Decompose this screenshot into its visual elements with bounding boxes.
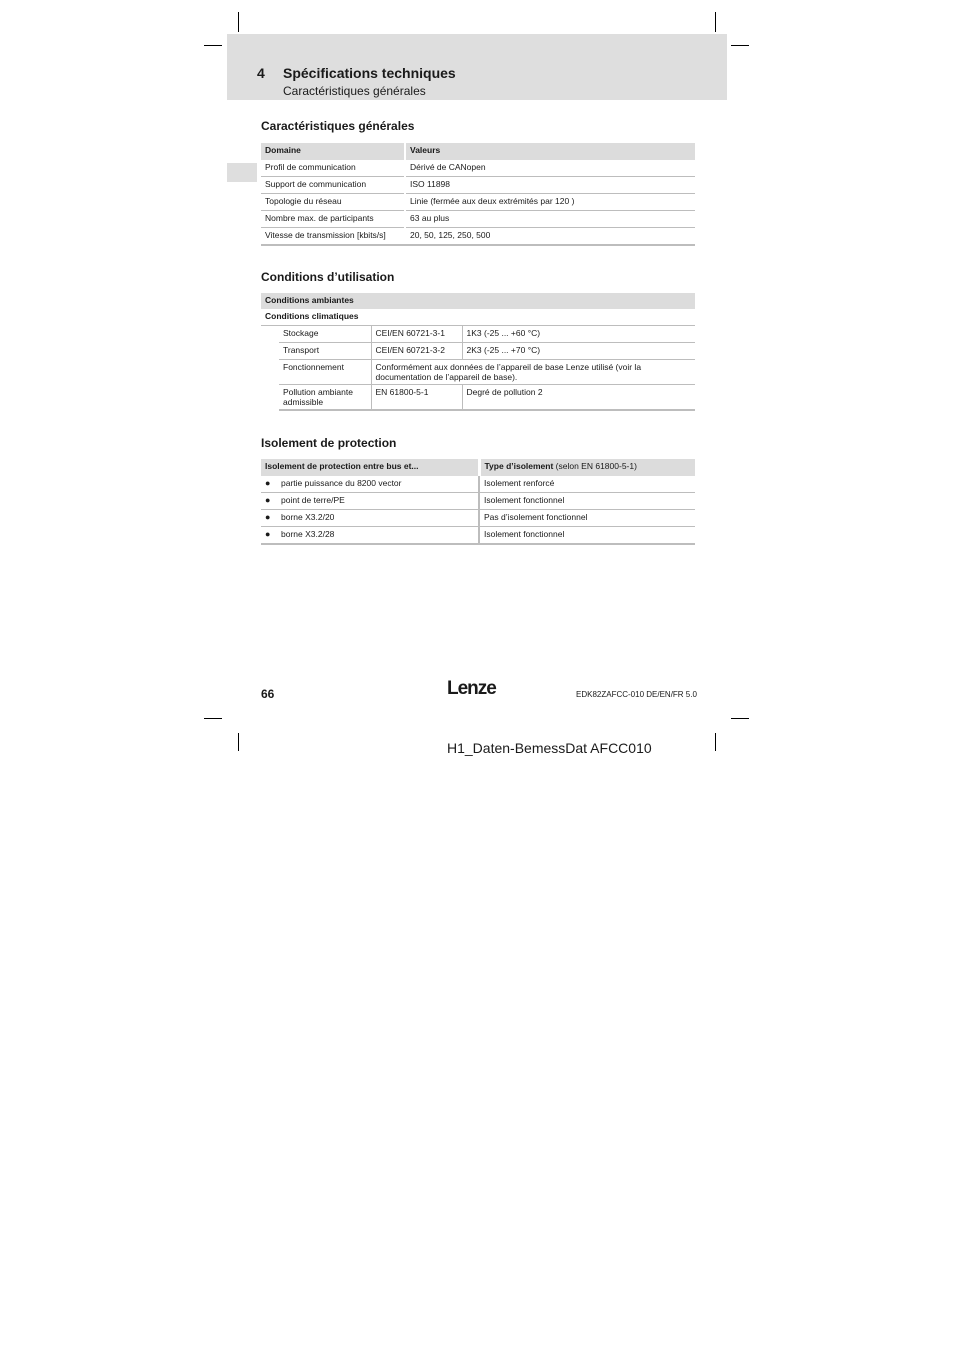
cell-domain: Topologie du réseau [261, 194, 405, 211]
table-row [261, 194, 695, 211]
table-row [261, 510, 695, 527]
crop-mark [204, 45, 222, 46]
bullet-icon: ● [265, 512, 271, 522]
general-heading: Caractéristiques générales [261, 119, 415, 133]
crop-mark [238, 12, 239, 32]
indent-spacer [261, 385, 279, 411]
cell-interface [261, 527, 479, 545]
isolation-table [261, 459, 695, 545]
bullet-icon: ● [265, 478, 271, 488]
cell-value: Linie (fermée aux deux extrémités par 120 ) [405, 194, 695, 211]
cell-class: 2K3 (-25 ... +70 °C) [462, 343, 695, 360]
crop-mark [731, 718, 749, 719]
crop-mark [731, 45, 749, 46]
table-row [261, 476, 695, 493]
cell-condition: Pollution ambiante admissible [279, 385, 371, 411]
isolation-heading: Isolement de protection [261, 436, 397, 450]
column-header: Isolement de protection entre bus et... [261, 459, 479, 476]
chapter-title: Spécifications techniques [283, 65, 456, 81]
cell-condition: Fonctionnement [279, 360, 371, 385]
side-tab-marker [227, 163, 257, 182]
page-number: 66 [261, 687, 275, 701]
document-code: EDK82ZAFCC-010 DE/EN/FR 5.0 [576, 690, 697, 699]
cell-interface-label: borne X3.2/20 [281, 512, 335, 522]
column-header: Domaine [261, 143, 405, 160]
table-row [261, 160, 695, 177]
indent-spacer [261, 326, 279, 343]
cell-standard: CEI/EN 60721-3-1 [371, 326, 462, 343]
column-header: Valeurs [405, 143, 695, 160]
subsection-row [261, 309, 695, 326]
general-table [261, 143, 695, 246]
cell-domain: Profil de communication [261, 160, 405, 177]
conditions-heading: Conditions d’utilisation [261, 270, 395, 284]
crop-mark [204, 718, 222, 719]
cell-value: 20, 50, 125, 250, 500 [405, 228, 695, 246]
cell-condition: Transport [279, 343, 371, 360]
lenze-logo: Lenze [447, 678, 496, 699]
cell-interface [261, 510, 479, 527]
cell-isolation-type: Pas d’isolement fonctionnel [479, 510, 695, 527]
cell-class: Degré de pollution 2 [462, 385, 695, 411]
cell-class: 1K3 (-25 ... +60 °C) [462, 326, 695, 343]
crop-mark [238, 733, 239, 751]
bullet-icon: ● [265, 495, 271, 505]
column-header-bold: Type d’isolement [484, 461, 554, 471]
cell-interface [261, 476, 479, 493]
subsection-label: Conditions climatiques [261, 309, 695, 326]
cell-value: Dérivé de CANopen [405, 160, 695, 177]
table-row [261, 527, 695, 545]
table-row [261, 493, 695, 510]
bullet-icon: ● [265, 529, 271, 539]
cell-description: Conformément aux données de l’appareil de base Lenze utilisé (voir la documentation de l’appareil de base). [371, 360, 695, 385]
table-row [261, 343, 695, 360]
table-row [261, 360, 695, 385]
table-row [261, 385, 695, 411]
section-label: Conditions ambiantes [261, 293, 695, 309]
conditions-table [261, 293, 695, 411]
table-row [261, 211, 695, 228]
cell-isolation-type: Isolement fonctionnel [479, 493, 695, 510]
crop-mark [715, 733, 716, 751]
cell-domain: Nombre max. de participants [261, 211, 405, 228]
column-header [479, 459, 695, 476]
cell-domain: Vitesse de transmission [kbits/s] [261, 228, 405, 246]
chapter-number: 4 [257, 65, 265, 81]
cell-value: ISO 11898 [405, 177, 695, 194]
cell-standard: EN 61800-5-1 [371, 385, 462, 411]
table-header-row [261, 459, 695, 476]
cell-standard: CEI/EN 60721-3-2 [371, 343, 462, 360]
cell-isolation-type: Isolement renforcé [479, 476, 695, 493]
cell-interface-label: borne X3.2/28 [281, 529, 335, 539]
cell-interface-label: partie puissance du 8200 vector [281, 478, 402, 488]
indent-spacer [261, 343, 279, 360]
chapter-subtitle: Caractéristiques générales [283, 84, 426, 98]
cell-condition: Stockage [279, 326, 371, 343]
table-header-row [261, 143, 695, 160]
crop-mark [715, 12, 716, 32]
section-row [261, 293, 695, 309]
indent-spacer [261, 360, 279, 385]
cell-interface-label: point de terre/PE [281, 495, 345, 505]
file-label: H1_Daten-BemessDat AFCC010 [447, 740, 652, 756]
table-row [261, 177, 695, 194]
table-row [261, 326, 695, 343]
cell-interface [261, 493, 479, 510]
column-header-note: (selon EN 61800-5-1) [553, 461, 637, 471]
cell-value: 63 au plus [405, 211, 695, 228]
cell-domain: Support de communication [261, 177, 405, 194]
cell-isolation-type: Isolement fonctionnel [479, 527, 695, 545]
table-row [261, 228, 695, 246]
